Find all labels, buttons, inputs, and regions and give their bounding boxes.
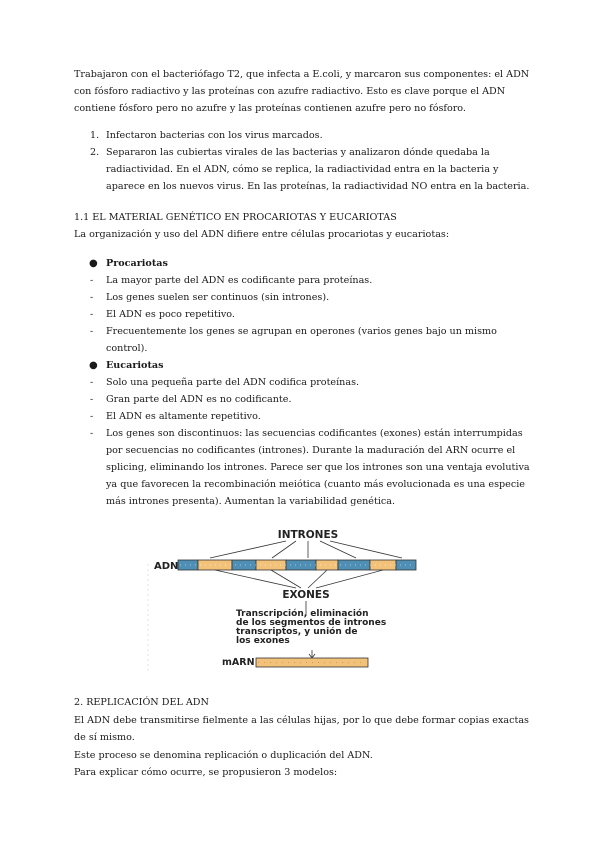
exones-label: EXONES xyxy=(282,589,330,601)
step-number: 1. xyxy=(90,130,100,141)
marn-bar xyxy=(256,658,368,667)
section2-line: El ADN debe transmitirse fielmente a las células hijas, por lo que debe formar copias exactas de sí mismo. xyxy=(74,714,529,743)
item-text: El ADN es altamente repetitivo. xyxy=(106,411,261,422)
list-item xyxy=(74,323,530,357)
dash-icon: - xyxy=(90,428,94,439)
list-item xyxy=(74,408,530,425)
section2-line: Para explicar cómo ocurre, se propusieron 3 modelos: xyxy=(74,767,338,778)
dash-icon: - xyxy=(90,309,94,320)
document-body xyxy=(74,66,530,510)
list-item xyxy=(74,289,530,306)
step-text: Infectaron bacterias con los virus marcados. xyxy=(106,130,323,141)
section-heading-2: 2. REPLICACIÓN DEL ADN xyxy=(74,697,209,708)
section-2 xyxy=(74,694,530,782)
adn-label: ADN xyxy=(154,561,179,572)
dna-exon-segment xyxy=(370,560,396,570)
eucariotas-title: Eucariotas xyxy=(106,360,164,371)
bullet-icon: ● xyxy=(89,258,98,269)
list-item xyxy=(74,357,530,374)
exon-pointer-lines xyxy=(215,570,383,588)
cell-type-list xyxy=(74,255,530,510)
section-intro: La organización y uso del ADN difiere entre células procariotas y eucariotas: xyxy=(74,229,450,240)
splicing-diagram xyxy=(146,524,446,676)
item-text: Los genes son discontinuos: las secuencias codificantes (exones) están interrumpidas por secuencias no codificantes (intrones). Durante la maduración del ARN ocurre el splicing, eliminando los intrones. Parece ser que los intrones son una ventaja evolutiva ya que favorecen la recombinación meiótica (cuanto más evolucionada es una especie más intrones presenta). Aumentan la variabilidad genética. xyxy=(106,428,530,507)
item-text: Gran parte del ADN es no codificante. xyxy=(106,394,292,405)
intrones-label: INTRONES xyxy=(277,529,339,541)
dash-icon: - xyxy=(90,292,94,303)
dash-icon: - xyxy=(90,411,94,422)
list-item xyxy=(74,425,530,510)
list-item xyxy=(74,127,530,144)
marn-label: mARN xyxy=(222,657,255,668)
dash-icon: - xyxy=(90,394,94,405)
item-text: La mayor parte del ADN es codificante para proteínas. xyxy=(106,275,373,286)
bullet-icon: ● xyxy=(89,360,98,371)
dash-icon: - xyxy=(90,275,94,286)
section2-line: Este proceso se denomina replicación o duplicación del ADN. xyxy=(74,749,373,761)
intron-pointer-lines xyxy=(210,541,402,558)
caption-line: transcriptos, y unión de xyxy=(236,627,358,637)
dna-exon-segment xyxy=(316,560,338,570)
step-number: 2. xyxy=(90,147,100,158)
intro-paragraph: Trabajaron con el bacteriófago T2, que infecta a E.coli, y marcaron sus componentes: el ADN con fósforo radiactivo y las proteínas con azufre radiactivo. Esto es clave porque el ADN contiene fósforo pero no azufre y las proteínas contienen azufre pero no fósforo. xyxy=(74,69,530,114)
step-text: Separaron las cubiertas virales de las bacterias y analizaron dónde quedaba la radiactividad. En el ADN, cómo se replica, la radiactividad entra en la bacteria y aparece en los nuevos virus. En las proteínas, la radiactividad NO entra en la bacteria. xyxy=(106,147,530,192)
procariotas-title: Procariotas xyxy=(106,258,168,269)
experiment-steps xyxy=(74,127,530,195)
list-item xyxy=(74,255,530,272)
caption-line: de los segmentos de intrones xyxy=(236,618,387,628)
list-item xyxy=(74,391,530,408)
dash-icon: - xyxy=(90,326,94,337)
list-item xyxy=(74,272,530,289)
caption-line: los exones xyxy=(236,636,290,646)
caption-line: Transcripción, eliminación xyxy=(236,609,369,619)
list-item xyxy=(74,144,530,195)
dna-bar xyxy=(178,560,416,570)
list-item xyxy=(74,306,530,323)
item-text: Frecuentemente los genes se agrupan en operones (varios genes bajo un mismo control). xyxy=(106,326,497,354)
dash-icon: - xyxy=(90,377,94,388)
item-text: Solo una pequeña parte del ADN codifica proteínas. xyxy=(106,377,360,388)
list-item xyxy=(74,374,530,391)
item-text: El ADN es poco repetitivo. xyxy=(106,309,235,320)
section-heading-1-1: 1.1 EL MATERIAL GENÉTICO EN PROCARIOTAS Y EUCARIOTAS xyxy=(74,212,397,223)
item-text: Los genes suelen ser continuos (sin intrones). xyxy=(106,292,330,303)
